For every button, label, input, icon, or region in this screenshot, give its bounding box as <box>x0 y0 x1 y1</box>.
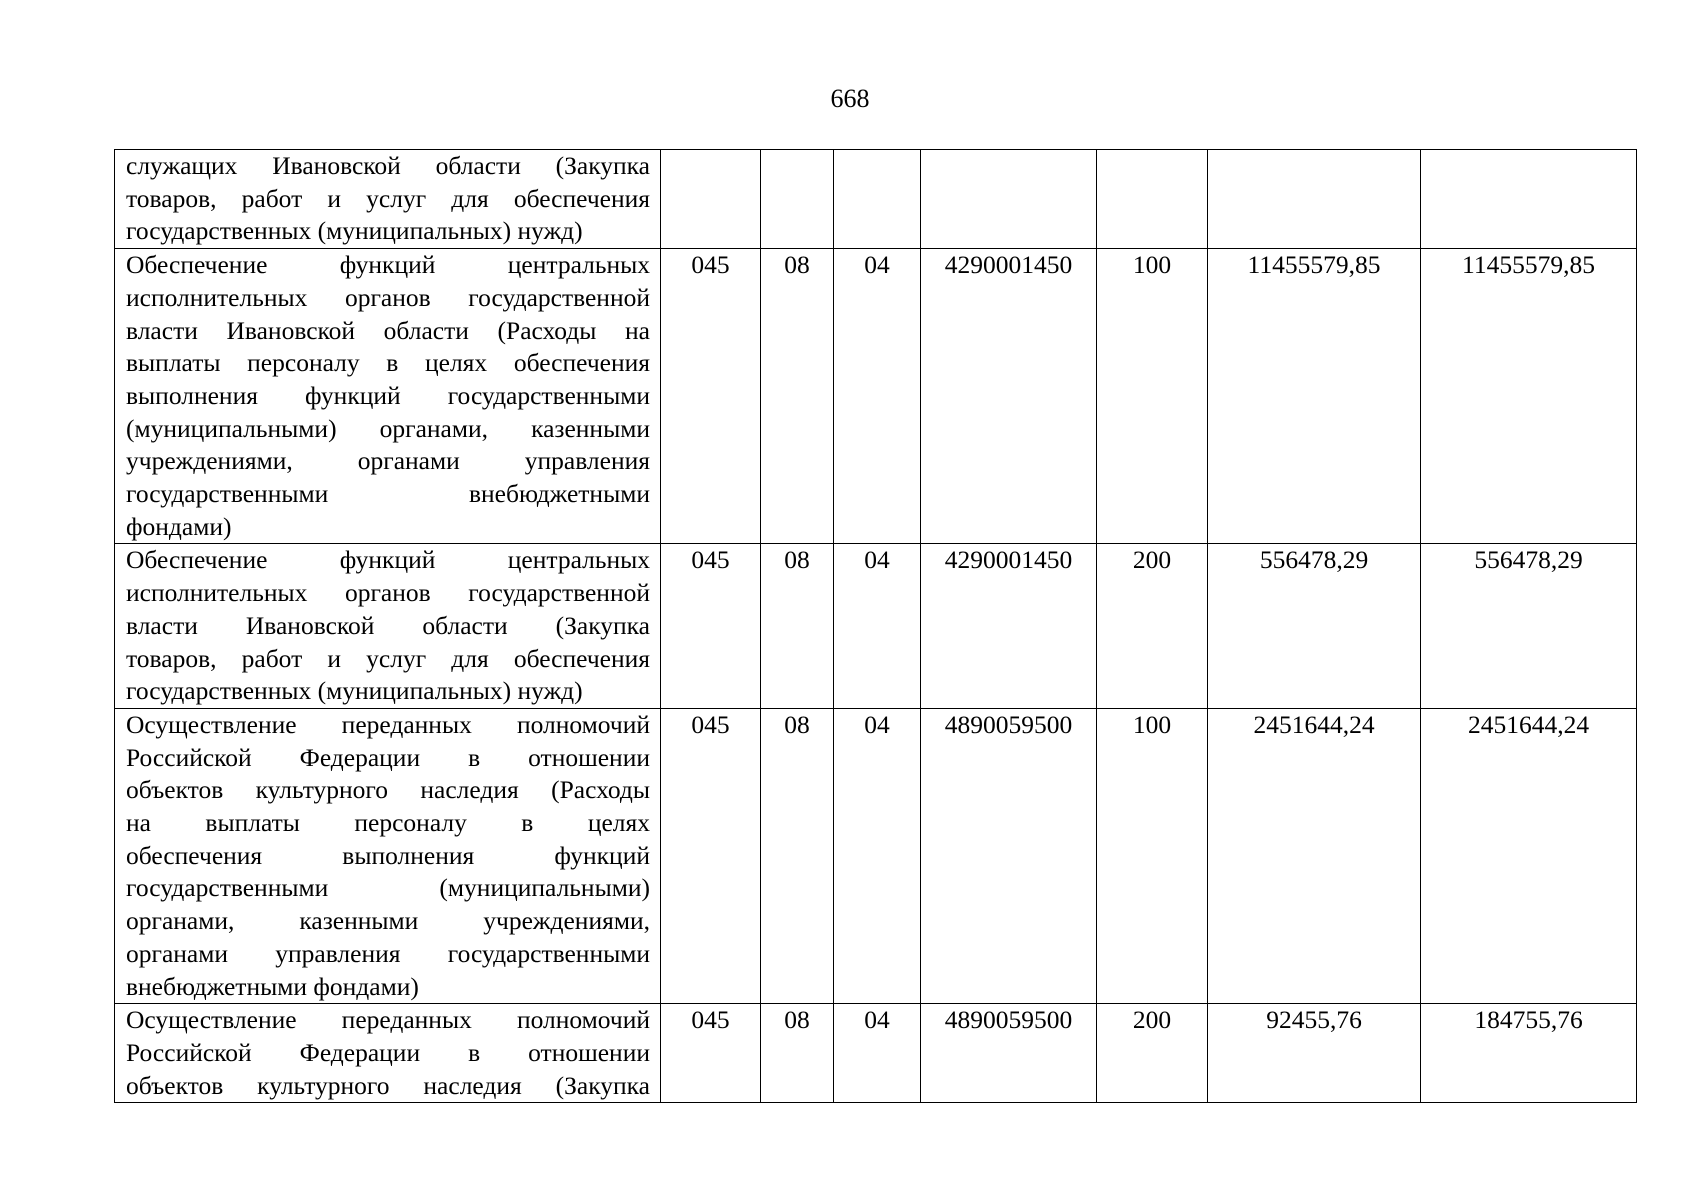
ministry-code-cell: 045 <box>661 544 761 709</box>
ministry-code-cell: 045 <box>661 708 761 1003</box>
page-number: 668 <box>830 84 870 113</box>
section-code-cell: 08 <box>761 1004 834 1103</box>
section-code-cell <box>761 150 834 249</box>
description-line: выполнения функций государственными <box>126 380 650 410</box>
description-line: фондами) <box>126 511 232 541</box>
target-article-cell: 4290001450 <box>921 249 1097 544</box>
table-row <box>115 150 1637 249</box>
description-line: на выплаты персоналу в целях <box>126 808 650 838</box>
ministry-code-cell: 045 <box>661 249 761 544</box>
description-cell <box>115 708 661 1003</box>
description-line: Российской Федерации в отношении <box>126 742 650 772</box>
description-line: Осуществление переданных полномочий <box>126 1005 650 1035</box>
description-line: органами управления государственными <box>126 938 650 968</box>
description-line: (муниципальными) органами, казенными <box>126 413 650 443</box>
subsection-code-cell: 04 <box>834 544 921 709</box>
target-article-cell: 4890059500 <box>921 1004 1097 1103</box>
description-line: органами, казенными учреждениями, <box>126 906 650 936</box>
description-line: объектов культурного наследия (Закупка <box>126 1070 650 1100</box>
description-line: власти Ивановской области (Закупка <box>126 610 650 640</box>
table-row <box>115 544 1637 709</box>
description-line: служащих Ивановской области (Закупка <box>126 151 650 180</box>
expense-type-cell: 200 <box>1097 1004 1208 1103</box>
ministry-code-cell: 045 <box>661 1004 761 1103</box>
expense-type-cell <box>1097 150 1208 249</box>
description-line: учреждениями, органами управления <box>126 446 650 476</box>
description-cell <box>115 249 661 544</box>
amount-plan-cell: 556478,29 <box>1208 544 1421 709</box>
description-line: государственными внебюджетными <box>126 479 650 509</box>
amount-plan-cell: 2451644,24 <box>1208 708 1421 1003</box>
description-line: исполнительных органов государственной <box>126 578 650 608</box>
target-article-cell: 4890059500 <box>921 708 1097 1003</box>
subsection-code-cell: 04 <box>834 249 921 544</box>
expense-type-cell: 200 <box>1097 544 1208 709</box>
target-article-cell <box>921 150 1097 249</box>
section-code-cell: 08 <box>761 708 834 1003</box>
description-line: государственных (муниципальных) нужд) <box>126 216 583 246</box>
expense-type-cell: 100 <box>1097 249 1208 544</box>
target-article-cell: 4290001450 <box>921 544 1097 709</box>
section-code-cell: 08 <box>761 249 834 544</box>
description-line: государственных (муниципальных) нужд) <box>126 676 583 706</box>
ministry-code-cell <box>661 150 761 249</box>
description-line: Осуществление переданных полномочий <box>126 709 650 739</box>
description-line: обеспечения выполнения функций <box>126 840 650 870</box>
amount-fact-cell: 184755,76 <box>1421 1004 1637 1103</box>
description-cell <box>115 544 661 709</box>
amount-fact-cell: 11455579,85 <box>1421 249 1637 544</box>
description-line: государственными (муниципальными) <box>126 873 650 903</box>
subsection-code-cell: 04 <box>834 708 921 1003</box>
table-body <box>115 150 1637 1103</box>
description-line: внебюджетными фондами) <box>126 971 419 1001</box>
amount-plan-cell <box>1208 150 1421 249</box>
description-line: товаров, работ и услуг для обеспечения <box>126 183 650 213</box>
table-row <box>115 249 1637 544</box>
subsection-code-cell: 04 <box>834 1004 921 1103</box>
description-line: выплаты персоналу в целях обеспечения <box>126 348 650 378</box>
table-row <box>115 708 1637 1003</box>
description-line: объектов культурного наследия (Расходы <box>126 775 650 805</box>
amount-plan-cell: 92455,76 <box>1208 1004 1421 1103</box>
description-line: исполнительных органов государственной <box>126 282 650 312</box>
description-cell <box>115 1004 661 1103</box>
description-cell <box>115 150 661 249</box>
expense-type-cell: 100 <box>1097 708 1208 1003</box>
budget-table <box>114 149 1637 1103</box>
table-row <box>115 1004 1637 1103</box>
amount-fact-cell <box>1421 150 1637 249</box>
amount-fact-cell: 556478,29 <box>1421 544 1637 709</box>
description-line: Российской Федерации в отношении <box>126 1037 650 1067</box>
section-code-cell: 08 <box>761 544 834 709</box>
amount-plan-cell: 11455579,85 <box>1208 249 1421 544</box>
amount-fact-cell: 2451644,24 <box>1421 708 1637 1003</box>
description-line: Обеспечение функций центральных <box>126 545 650 575</box>
description-line: власти Ивановской области (Расходы на <box>126 315 650 345</box>
description-line: Обеспечение функций центральных <box>126 250 650 280</box>
subsection-code-cell <box>834 150 921 249</box>
description-line: товаров, работ и услуг для обеспечения <box>126 643 650 673</box>
